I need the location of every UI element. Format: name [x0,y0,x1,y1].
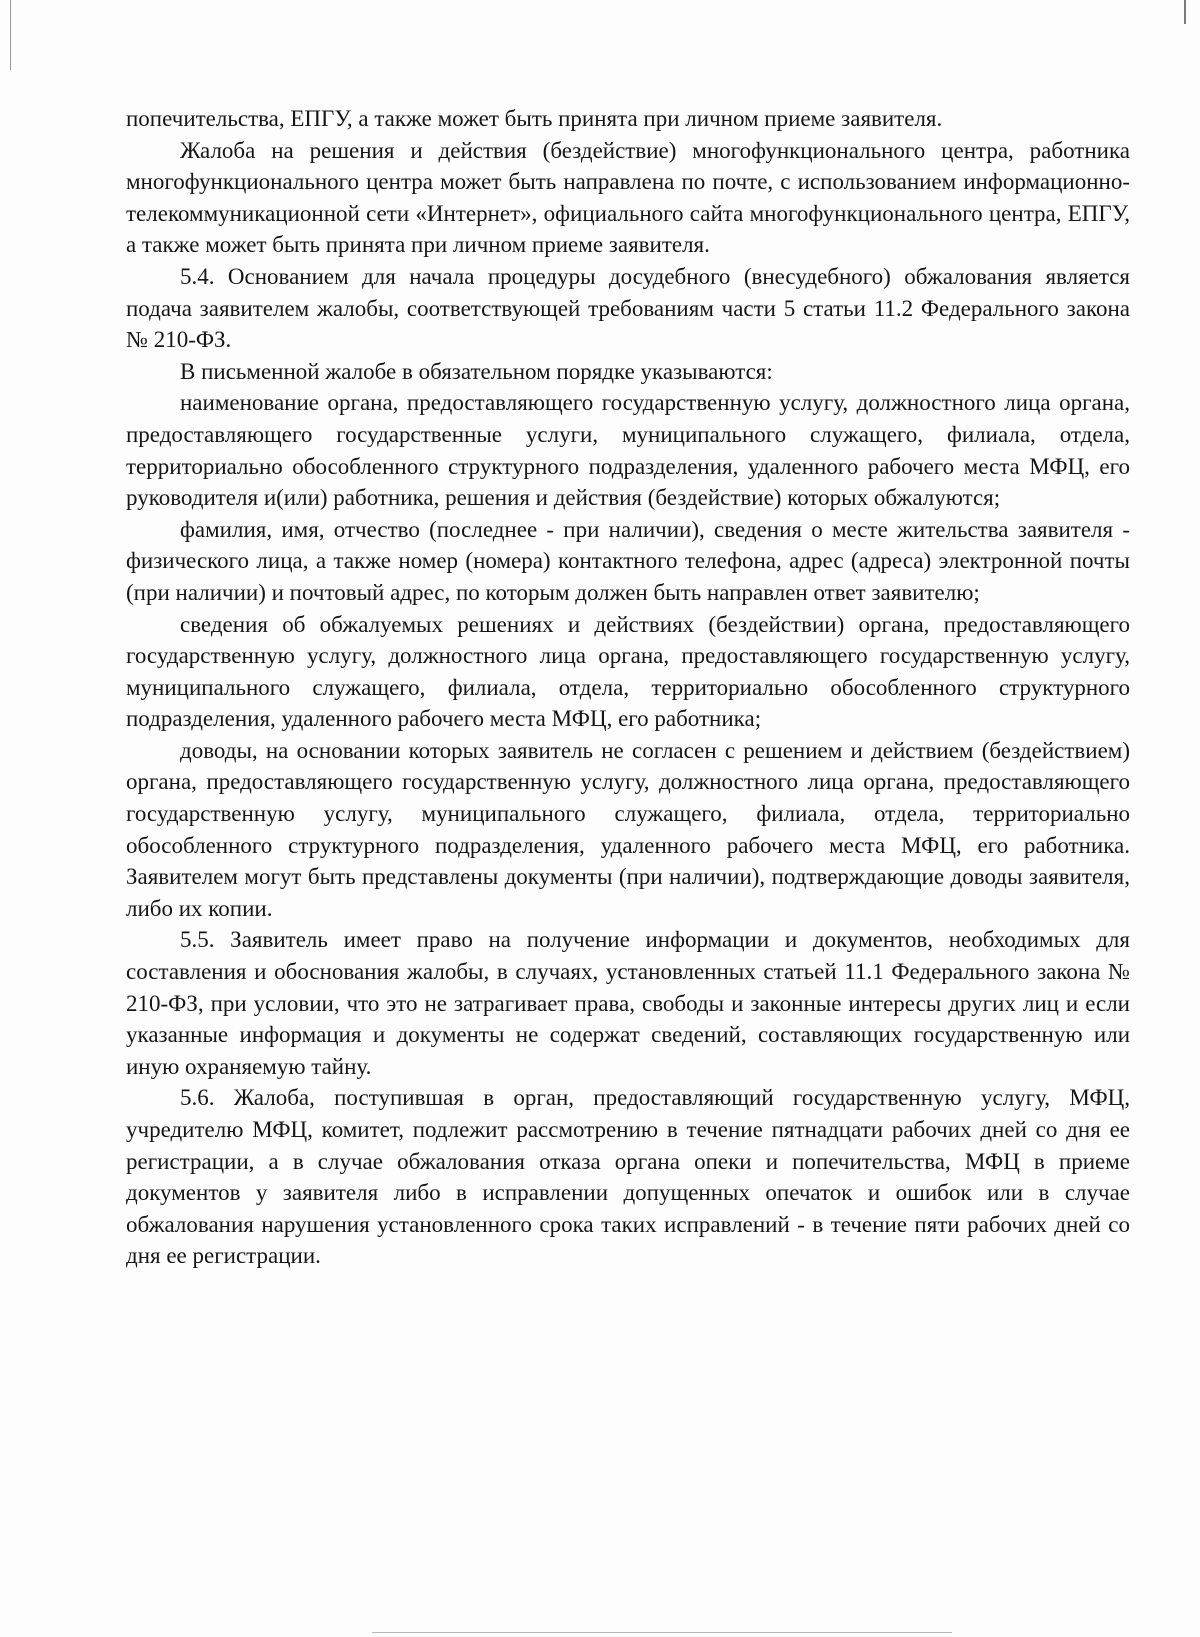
paragraph-body-name: наименование органа, предоставляющего государственную услугу, должностного лица органа, предоставляющего государственные услуги, муниципального служащего, филиала, отдела, территориально обособленного структурного подразделения, удаленного рабочего места МФЦ, его руководителя и(или) работника, решения и действия (бездействие) которых обжалуются; [126,390,1130,511]
paragraph-5-4: 5.4. Основанием для начала процедуры досудебного (внесудебного) обжалования является подача заявителем жалобы, соответствующей требованиям части 5 статьи 11.2 Федерального закона № 210-ФЗ. [126,263,1130,353]
document-body [126,103,1130,1272]
paragraph-applicant-details: фамилия, имя, отчество (последнее - при наличии), сведения о месте жительства заявителя - физического лица, а также номер (номера) контактного телефона, адрес (адреса) электронной почты (при наличии) и почтовый адрес, по которым должен быть направлен ответ заявителю; [126,516,1130,605]
paragraph-mfc-complaint: Жалоба на решения и действия (бездействие) многофункционального центра, работника многофункционального центра может быть направлена по почте, с использованием информационно-телекоммуникационной сети «Интернет», официального сайта многофункционального центра, ЕПГУ, а также может быть принята при личном приеме заявителя. [126,137,1130,258]
paragraph-arguments: доводы, на основании которых заявитель не согласен с решением и действием (бездействием) органа, предоставляющего государственную услугу, должностного лица органа, предоставляющего государственную услугу, муниципального служащего, филиала, отдела, территориально обособленного структурного подразделения, удаленного рабочего места МФЦ, его работника. Заявителем могут быть представлены документы (при наличии), подтверждающие доводы заявителя, либо их копии. [126,737,1130,921]
paragraph-written-complaint-intro: В письменной жалобе в обязательном порядке указываются: [180,358,773,384]
scan-edge-right [1184,0,1186,24]
scan-edge-bottom [372,1632,952,1633]
paragraph-5-5: 5.5. Заявитель имеет право на получение информации и документов, необходимых для составления и обоснования жалобы, в случаях, установленных статьей 11.1 Федерального закона № 210-ФЗ, при условии, что это не затрагивает права, свободы и законные интересы других лиц и если указанные информация и документы не содержат сведений, составляющих государственную или иную охраняемую тайну. [126,927,1130,1079]
paragraph-5-6: 5.6. Жалоба, поступившая в орган, предоставляющий государственную услугу, МФЦ, учредителю МФЦ, комитет, подлежит рассмотрению в течение пятнадцати рабочих дней со дня ее регистрации, а в случае обжалования отказа органа опеки и попечительства, МФЦ в приеме документов у заявителя либо в исправлении допущенных опечаток и ошибок или в случае обжалования нарушения установленного срока таких исправлений - в течение пяти рабочих дней со дня ее регистрации. [126,1085,1130,1269]
paragraph-appealed-decisions: сведения об обжалуемых решениях и действиях (бездействии) органа, предоставляющего государственную услугу, должностного лица органа, предоставляющего государственную услугу, муниципального служащего, филиала, отдела, территориально обособленного структурного подразделения, удаленного рабочего места МФЦ, его работника; [126,611,1130,732]
scan-edge-left [10,0,11,70]
paragraph-continuation: попечительства, ЕПГУ, а также может быть принята при личном приеме заявителя. [126,106,943,131]
